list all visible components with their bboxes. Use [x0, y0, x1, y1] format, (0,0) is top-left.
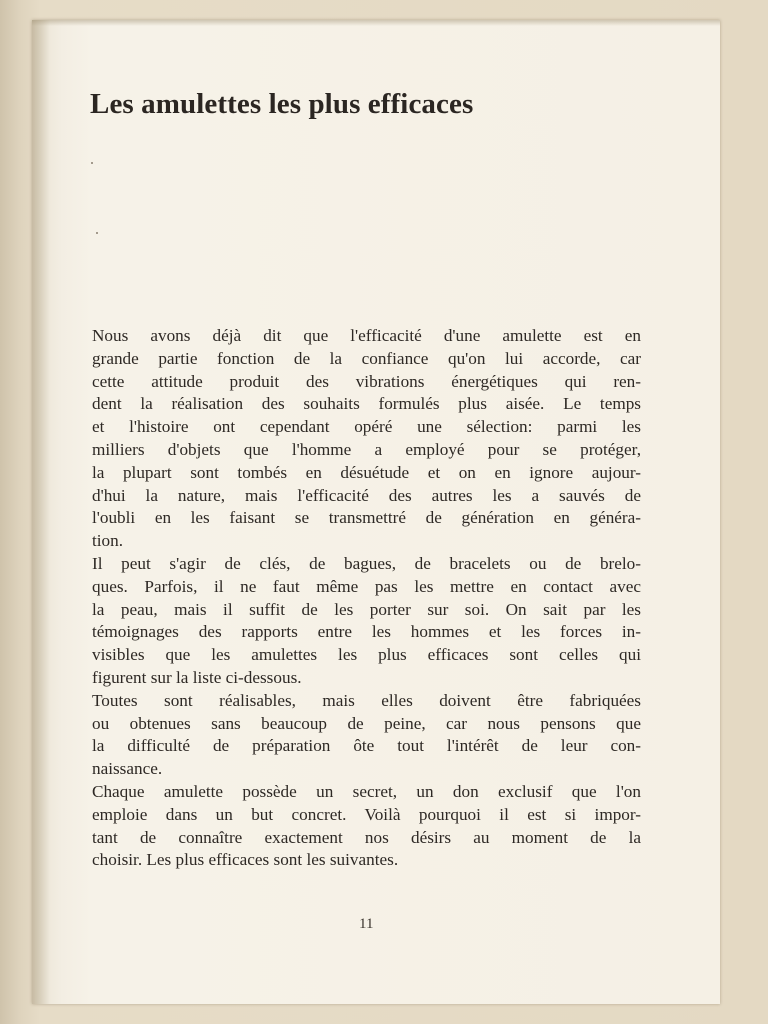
text-line: Chaque amulette possède un secret, un don exclusif que l'on	[92, 781, 641, 801]
ink-speck	[91, 162, 93, 164]
page-top-shadow	[32, 20, 720, 26]
page-gutter-shadow	[32, 20, 50, 1004]
text-line: la peau, mais il suffit de les porter sur soi. On sait par les	[92, 599, 641, 619]
text-line: milliers d'objets que l'homme a employé pour se protéger,	[92, 439, 641, 459]
ink-speck	[96, 232, 98, 234]
text-line: ou obtenues sans beaucoup de peine, car nous pensons que	[92, 713, 641, 733]
text-line: naissance.	[92, 759, 163, 779]
body-text	[92, 325, 641, 872]
text-line: ques. Parfois, il ne faut même pas les mettre en contact avec	[92, 576, 641, 596]
text-line: choisir. Les plus efficaces sont les suivantes.	[92, 850, 399, 870]
text-line: visibles que les amulettes les plus efficaces sont celles qui	[92, 645, 641, 665]
text-line: figurent sur la liste ci-dessous.	[92, 667, 302, 687]
text-line: d'hui la nature, mais l'efficacité des autres les a sauvés de	[92, 485, 641, 505]
page-number: 11	[359, 916, 374, 932]
text-line: Nous avons déjà dit que l'efficacité d'une amulette est en	[92, 326, 641, 345]
text-line: l'oubli en les faisant se transmettré de génération en généra-	[92, 508, 641, 528]
text-line: grande partie fonction de la confiance qu'on lui accorde, car	[92, 348, 641, 368]
text-line: emploie dans un but concret. Voilà pourquoi il est si impor-	[92, 804, 641, 824]
text-line: et l'histoire ont cependant opéré une sélection: parmi les	[92, 417, 641, 437]
text-line: tant de connaître exactement nos désirs au moment de la	[92, 827, 641, 847]
text-line: dent la réalisation des souhaits formulés plus aisée. Le temps	[92, 394, 641, 414]
text-line: cette attitude produit des vibrations énergétiques qui ren-	[92, 371, 641, 391]
text-line: la difficulté de préparation ôte tout l'intérêt de leur con-	[92, 736, 641, 756]
chapter-title: Les amulettes les plus efficaces	[90, 88, 474, 120]
text-line: la plupart sont tombés en désuétude et on en ignore aujour-	[92, 462, 641, 482]
text-line: témoignages des rapports entre les hommes et les forces in-	[92, 622, 641, 642]
text-line: tion.	[92, 531, 124, 551]
text-line: Toutes sont réalisables, mais elles doivent être fabriquées	[92, 690, 641, 710]
text-line: Il peut s'agir de clés, de bagues, de bracelets ou de brelo-	[92, 553, 641, 573]
